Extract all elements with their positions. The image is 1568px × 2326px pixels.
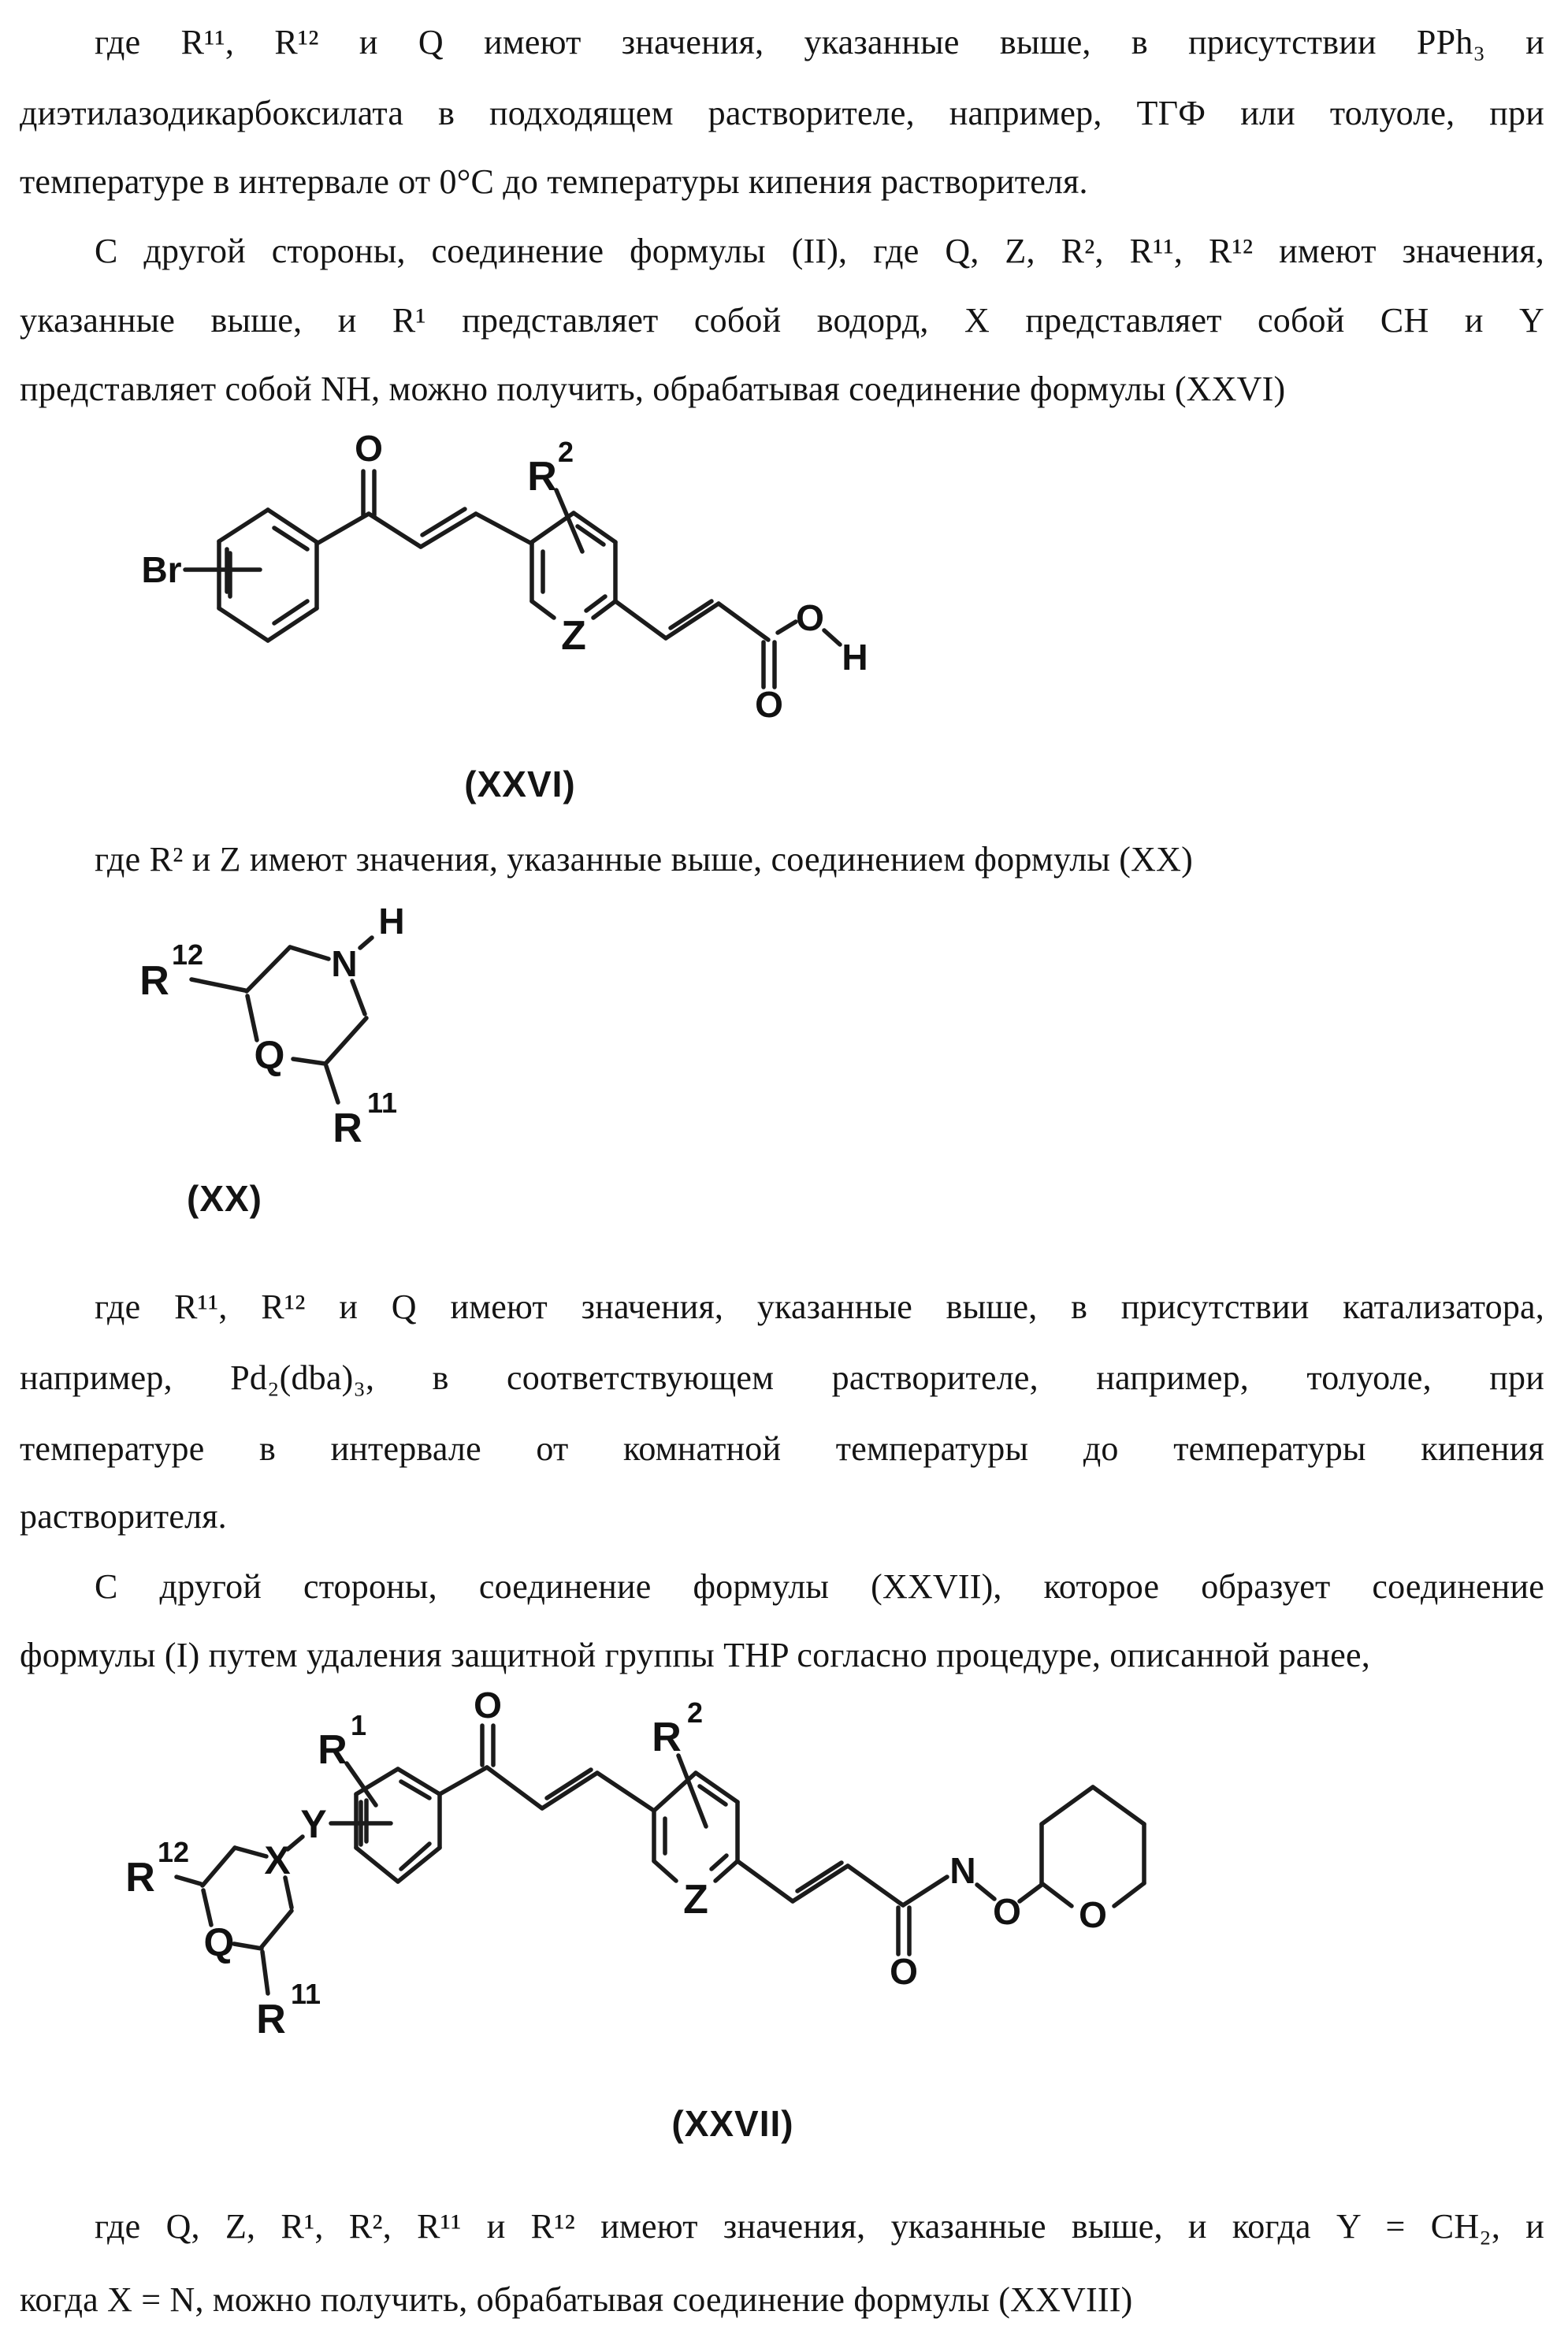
bromine-atom-label: Br xyxy=(141,549,182,590)
ketone-and-vinyl xyxy=(440,1685,654,1811)
r12-superscript: 12 xyxy=(157,1836,190,1868)
formula-xxvi-label: (XXVI) xyxy=(464,764,576,804)
r2-superscript: 2 xyxy=(686,1696,704,1729)
r11-label: R xyxy=(333,1105,362,1151)
oxygen-atom-label: O xyxy=(755,684,783,725)
paragraph-line: диэтилазодикарбоксилата в подходящем растворителе, например, ТГФ или толуоле, при xyxy=(20,94,1544,132)
y-atom-label: Y xyxy=(300,1802,327,1846)
z-atom-label: Z xyxy=(683,1877,708,1923)
r11-superscript: 11 xyxy=(290,1978,321,2010)
paragraph-line: формулы (I) путем удаления защитной группы THP согласно процедуре, описанной ранее, xyxy=(20,1636,1370,1674)
hydrogen-atom-label: H xyxy=(378,901,405,942)
r2-substituent xyxy=(527,436,582,552)
paragraph-line: где R¹¹, R¹² и Q имеют значения, указанные выше, в присутствии PPh₃ и xyxy=(95,23,1544,61)
oxygen-atom-label: O xyxy=(796,597,824,638)
r1-substituent xyxy=(318,1709,376,1805)
r1-label: R xyxy=(318,1727,347,1773)
oxygen-atom-label: O xyxy=(890,1951,918,1992)
paragraph-line: температуре в интервале от комнатной температуры до температуры кипения xyxy=(20,1429,1544,1468)
paragraph-line: С другой стороны, соединение формулы (II), где Q, Z, R², R¹¹, R¹² имеют значения, xyxy=(95,232,1544,270)
acrylic-acid-chain xyxy=(615,597,868,725)
formula-xx-label: (XX) xyxy=(187,1178,262,1219)
q-atom-label: Q xyxy=(203,1920,235,1964)
formula-xxvii-label: (XXVII) xyxy=(671,2103,794,2144)
r12-label: R xyxy=(125,1855,155,1901)
oxygen-atom-label: O xyxy=(474,1685,502,1726)
r11-label: R xyxy=(256,1997,286,2042)
r11-superscript: 11 xyxy=(366,1087,398,1119)
vinyl-linker xyxy=(369,509,532,547)
r12-superscript: 12 xyxy=(171,938,204,971)
oxygen-atom-label: O xyxy=(355,428,383,469)
paragraph-line: растворителя. xyxy=(20,1497,227,1536)
tetrahydropyran-ring xyxy=(1020,1787,1144,1935)
formula-xx-diagram xyxy=(118,898,410,1158)
r2-label: R xyxy=(527,454,557,500)
q-atom-label: Q xyxy=(254,1033,285,1077)
paragraph-line: С другой стороны, соединение формулы (XXVII), которое образует соединение xyxy=(95,1567,1544,1606)
benzene-ring xyxy=(219,510,317,641)
acrylamide-chain xyxy=(738,1850,1021,1992)
paragraph-line: где Q, Z, R¹, R², R¹¹ и R¹² имеют значения, указанные выше, и когда Y = CH₂, и xyxy=(95,2207,1544,2246)
bromo-substituent xyxy=(141,549,260,592)
r12-substituent xyxy=(139,938,245,1004)
paragraph-line: указанные выше, и R¹ представляет собой водорд, X представляет собой CH и Y xyxy=(20,301,1544,340)
y-linker xyxy=(288,1802,391,1849)
oxygen-atom-label: O xyxy=(993,1891,1021,1932)
r12-label: R xyxy=(139,958,169,1004)
oxygen-atom-label: O xyxy=(1079,1894,1107,1935)
formula-xxvii-diagram xyxy=(110,1686,1206,2049)
paragraph-line: когда X = N, можно получить, обрабатывая соединение формулы (XXVIII) xyxy=(20,2280,1133,2319)
paragraph-line: представляет собой NH, можно получить, обрабатывая соединение формулы (XXVI) xyxy=(20,370,1286,408)
z-atom-label: Z xyxy=(561,613,586,659)
paragraph-line: где R¹¹, R¹² и Q имеют значения, указанные выше, в присутствии катализатора, xyxy=(95,1287,1544,1326)
r2-superscript: 2 xyxy=(557,436,574,468)
nitrogen-atom-label: N xyxy=(949,1850,976,1891)
morpholine-ring xyxy=(125,1836,321,2042)
paragraph-line: температуре в интервале от 0°С до температуры кипения растворителя. xyxy=(20,162,1088,201)
x-atom-label: X xyxy=(264,1838,291,1882)
r11-substituent xyxy=(326,1066,397,1151)
r1-superscript: 1 xyxy=(350,1709,367,1741)
r2-label: R xyxy=(652,1715,682,1760)
formula-xxvi-diagram xyxy=(71,418,882,733)
hydrogen-atom-label: H xyxy=(842,637,868,678)
ketone-group xyxy=(317,428,383,544)
morpholine-ring xyxy=(247,901,405,1077)
paragraph-line: где R² и Z имеют значения, указанные выше, соединением формулы (XX) xyxy=(95,840,1193,879)
nitrogen-atom-label: N xyxy=(331,943,358,984)
paragraph-line: например, Pd₂(dba)₃, в соответствующем растворителе, например, толуоле, при xyxy=(20,1358,1544,1397)
